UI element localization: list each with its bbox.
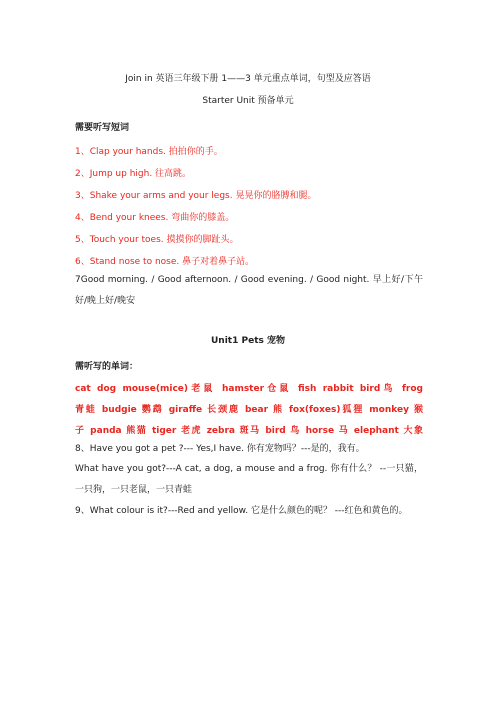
phrase-item: 4、Bend your knees. 弯曲你的膝盖。 — [75, 213, 235, 223]
document-title: Join in 英语三年级下册 1——3 单元重点单词，句型及应答语 — [125, 74, 371, 84]
phrase-item: 3、Shake your arms and your legs. 晃晃你的胳膊和腿。 — [75, 191, 317, 201]
vocab-line: cat dog mouse(mice)老鼠 hamster仓鼠 fish rabbit bird鸟 frog — [75, 384, 423, 394]
question-8: 8、Have you got a pet ?--- Yes,I have. 你有宠物吗？---是的，我有。 — [75, 444, 365, 454]
unit1-section-label: 需听写的单词： — [75, 362, 139, 372]
greeting-line: 7Good morning. / Good afternoon. / Good evening. / Good night. 早上好/下午好/晚上好/晚安 — [75, 275, 423, 306]
vocab-line: 子 panda 熊猫 tiger 老虎 zebra 斑马 bird 鸟 horse 马 elephant 大象 — [75, 426, 423, 436]
phrase-item: 5、Touch your toes. 摸摸你的脚趾头。 — [75, 235, 239, 245]
vocab-line: 青蛙 budgie 鹦鹉 giraffe 长颈鹿 bear 熊 fox(foxes)狐狸 monkey 猴 — [75, 405, 423, 415]
starter-section-label: 需要听写短词 — [75, 123, 130, 133]
phrase-item: 1、Clap your hands. 拍拍你的手。 — [75, 147, 223, 157]
starter-unit-heading: Starter Unit 预备单元 — [202, 96, 294, 106]
question-9: 9、What colour is it?---Red and yellow. 它是什么颜色的呢？ ---红色和黄色的。 — [75, 506, 408, 516]
phrase-item: 2、Jump up high. 往高跳。 — [75, 169, 192, 179]
phrase-item: 6、Stand nose to nose. 鼻子对着鼻子站。 — [75, 257, 255, 267]
unit1-title: Unit1 Pets 宠物 — [211, 336, 285, 346]
question-8-followup: What have you got?---A cat, a dog, a mouse and a frog. 你有什么？ --一只猫，一只狗，一只老鼠，一只青蛙 — [75, 464, 423, 495]
